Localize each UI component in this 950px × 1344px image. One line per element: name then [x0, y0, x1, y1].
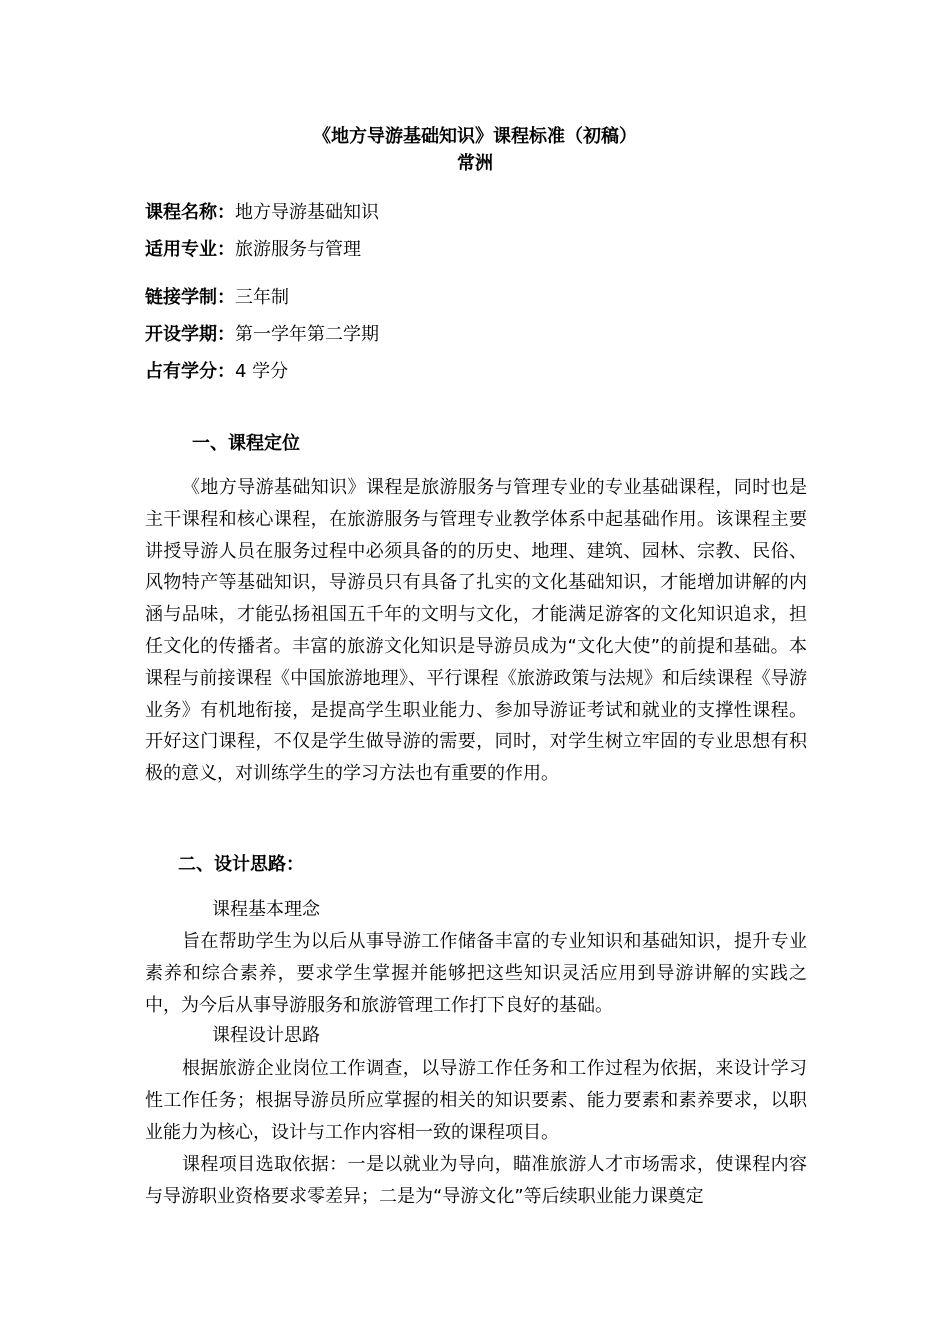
- meta-major-value: 旅游服务与管理: [235, 239, 361, 260]
- section1-paragraph: 《地方导游基础知识》课程是旅游服务与管理专业的专业基础课程，同时也是主干课程和核心课程，在旅游服务与管理专业教学体系中起基础作用。该课程主要讲授导游人员在服务过程中必须具备的的历史、地理、建筑、园林、宗教、民俗、风物特产等基础知识，导游员只有具备了扎实的文化基础知识，才能增加讲解的内涵与品味，才能弘扬祖国五千年的文明与文化，才能满足游客的文化知识追求，担任文化的传播者。丰富的旅游文化知识是导游员成为“文化大使”的前提和基础。本课程与前接课程《中国旅游地理》、平行课程《旅游政策与法规》和后续课程《导游业务》有机地衔接，是提高学生职业能力、参加导游证考试和就业的支撑性课程。开好这门课程，不仅是学生做导游的需要，同时，对学生树立牢固的专业思想有积极的意义，对训练学生的学习方法也有重要的作用。: [145, 477, 807, 785]
- meta-credit: [145, 360, 288, 384]
- design-title: 课程设计思路: [212, 1025, 320, 1046]
- document-title: 《地方导游基础知识》课程标准（初稿）: [313, 126, 637, 147]
- meta-system-value: 三年制: [235, 287, 289, 308]
- meta-credit-value: 4 学分: [235, 361, 289, 382]
- section1-heading: 一、课程定位: [192, 433, 300, 454]
- meta-term-label: 开设学期：: [145, 324, 235, 345]
- document-author: 常洲: [457, 153, 493, 174]
- concept-title: 课程基本理念: [212, 899, 320, 920]
- meta-term: [145, 323, 379, 347]
- meta-course-name: [145, 201, 379, 225]
- meta-system: [145, 286, 289, 310]
- meta-major: [145, 238, 361, 262]
- meta-system-label: 链接学制：: [145, 287, 235, 308]
- basis-paragraph: 课程项目选取依据：一是以就业为导向，瞄准旅游人才市场需求，使课程内容与导游职业资格要求零差异；二是为“导游文化”等后续职业能力课奠定: [145, 1154, 807, 1207]
- meta-credit-label: 占有学分：: [145, 361, 235, 382]
- concept-paragraph: 旨在帮助学生为以后从事导游工作储备丰富的专业知识和基础知识，提升专业素养和综合素养，要求学生掌握并能够把这些知识灵活应用到导游讲解的实践之中，为今后从事导游服务和旅游管理工作打下良好的基础。: [145, 931, 807, 1016]
- design-paragraph: 根据旅游企业岗位工作调查，以导游工作任务和工作过程为依据，来设计学习性工作任务；根据导游员所应掌握的相关的知识要素、能力要素和素养要求，以职业能力为核心，设计与工作内容相一致的课程项目。: [145, 1058, 807, 1143]
- meta-major-label: 适用专业：: [145, 239, 235, 260]
- section2-heading: 二、设计思路：: [178, 854, 304, 875]
- meta-term-value: 第一学年第二学期: [235, 324, 379, 345]
- meta-course-name-label: 课程名称：: [145, 202, 235, 223]
- meta-course-name-value: 地方导游基础知识: [235, 202, 379, 223]
